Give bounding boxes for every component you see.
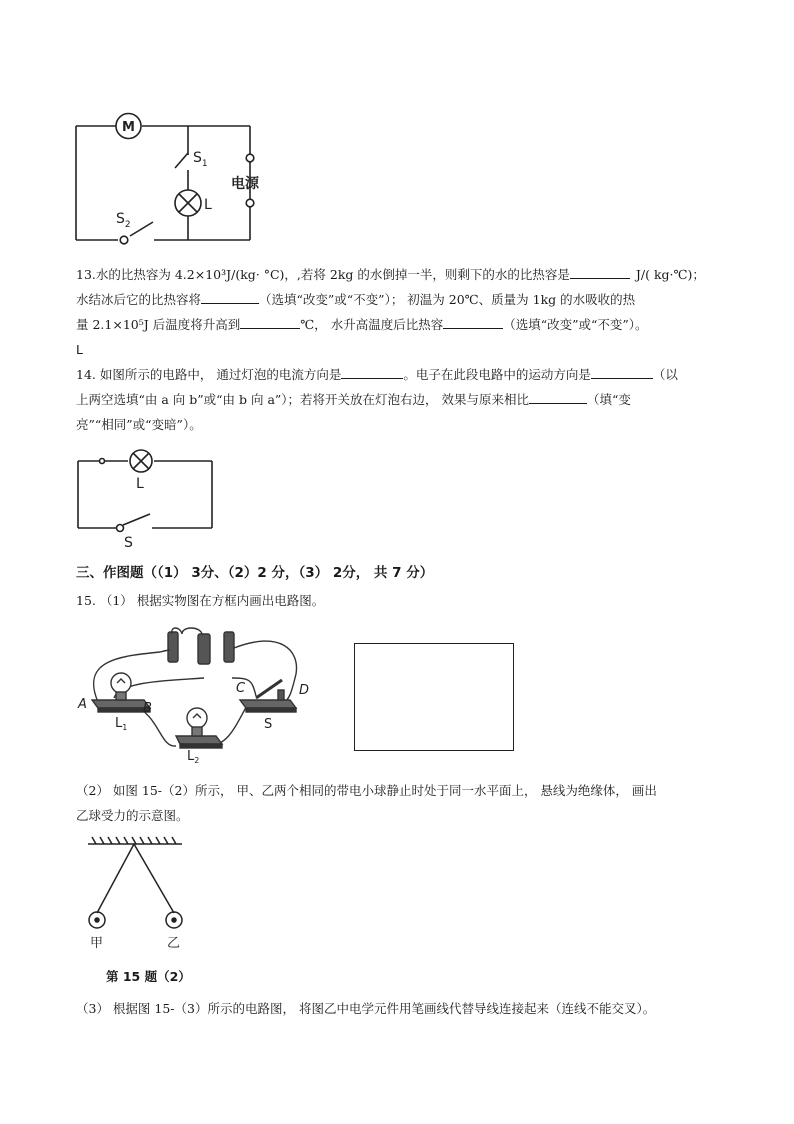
answer-blank	[240, 314, 300, 329]
answer-drawing-box[interactable]	[354, 643, 514, 751]
terminal-d-label: D	[299, 683, 310, 698]
q13-line3-mid: ℃， 水升高温度后比热容	[300, 317, 444, 332]
answer-blank	[529, 389, 587, 404]
q15-part3: （3） 根据图 15-（3）所示的电路图， 将图乙中电学元件用笔画线代替导线连接起来（连线不能交叉）。	[76, 1001, 656, 1016]
switch-s-label: S	[264, 717, 273, 732]
switch-label: S	[124, 535, 133, 551]
lamp-label: L	[204, 197, 212, 213]
hanging-balls-diagram	[0, 836, 794, 966]
q15-part2	[76, 778, 657, 828]
answer-blank	[341, 364, 403, 379]
terminal-a-label: A	[78, 697, 87, 712]
q15-part1: 15. （1） 根据实物图在方框内画出电路图。	[76, 593, 325, 608]
figure-caption: 第 15 题（2）	[106, 969, 191, 984]
answer-blank	[591, 364, 653, 379]
lamp-l2-label: $L_2$	[187, 749, 200, 765]
q14-line1-mid: 。电子在此段电路中的运动方向是	[403, 367, 591, 382]
q13-line2-text: 水结冰后它的比热容将	[76, 292, 202, 307]
q14-line1-text: 14. 如图所示的电路中， 通过灯泡的电流方向是	[76, 367, 342, 382]
circuit-diagram-motor	[0, 0, 794, 260]
q13-line3-rest: （选填“改变”或“不变”）。	[503, 317, 648, 332]
ball-jia-label: 甲	[90, 936, 104, 951]
switch-s1-label: $S_1$	[193, 150, 208, 169]
stray-letter: L	[76, 342, 83, 357]
question-13	[76, 262, 736, 362]
ball-yi-label: 乙	[167, 936, 181, 951]
q15-part2-line2: 乙球受力的示意图。	[76, 808, 189, 823]
q13-line2-rest: （选填“改变”或“不变”）； 初温为 20℃、质量为 1kg 的水吸收的热	[259, 292, 636, 307]
answer-blank	[570, 264, 630, 279]
circuit-diagram-lamp	[0, 440, 794, 550]
question-14	[76, 362, 736, 437]
section-3-heading: 三、作图题（（1） 3分、（2）2 分，（3） 2分， 共 7 分）	[76, 565, 434, 581]
q14-line1-end: （以	[652, 367, 678, 382]
power-source-label: 电源	[231, 176, 259, 192]
q13-line1-unit: J/( kg·℃)；	[635, 267, 705, 282]
q14-line3-text: 亮”“相同”或“变暗”）。	[76, 417, 202, 432]
motor-label: M	[122, 120, 135, 135]
answer-blank	[201, 289, 259, 304]
lamp-l1-label: $L_1$	[115, 716, 128, 732]
q15-part2-line1: （2） 如图 15-（2）所示， 甲、乙两个相同的带电小球静止时处于同一水平面上， 悬线为绝缘体， 画出	[76, 783, 657, 798]
q13-line1-text: 13.水的比热容为 4.2×10³J/(kg· °C)，,若将 2kg 的水倒掉一半，则剩下的水的比热容是	[76, 267, 570, 282]
terminal-b-label: B	[143, 701, 152, 716]
switch-s2-label: $S_2$	[116, 211, 131, 230]
answer-blank	[443, 314, 503, 329]
terminal-c-label: C	[236, 681, 246, 696]
lamp-label: L	[136, 476, 144, 492]
q14-line2-text: 上两空选填“由 a 向 b”或“由 b 向 a”）；若将开关放在灯泡右边， 效果与原来相比	[76, 392, 530, 407]
q14-line2-end: （填“变	[587, 392, 631, 407]
q13-line3-text: 量 2.1×10⁵J 后温度将升高到	[76, 317, 241, 332]
